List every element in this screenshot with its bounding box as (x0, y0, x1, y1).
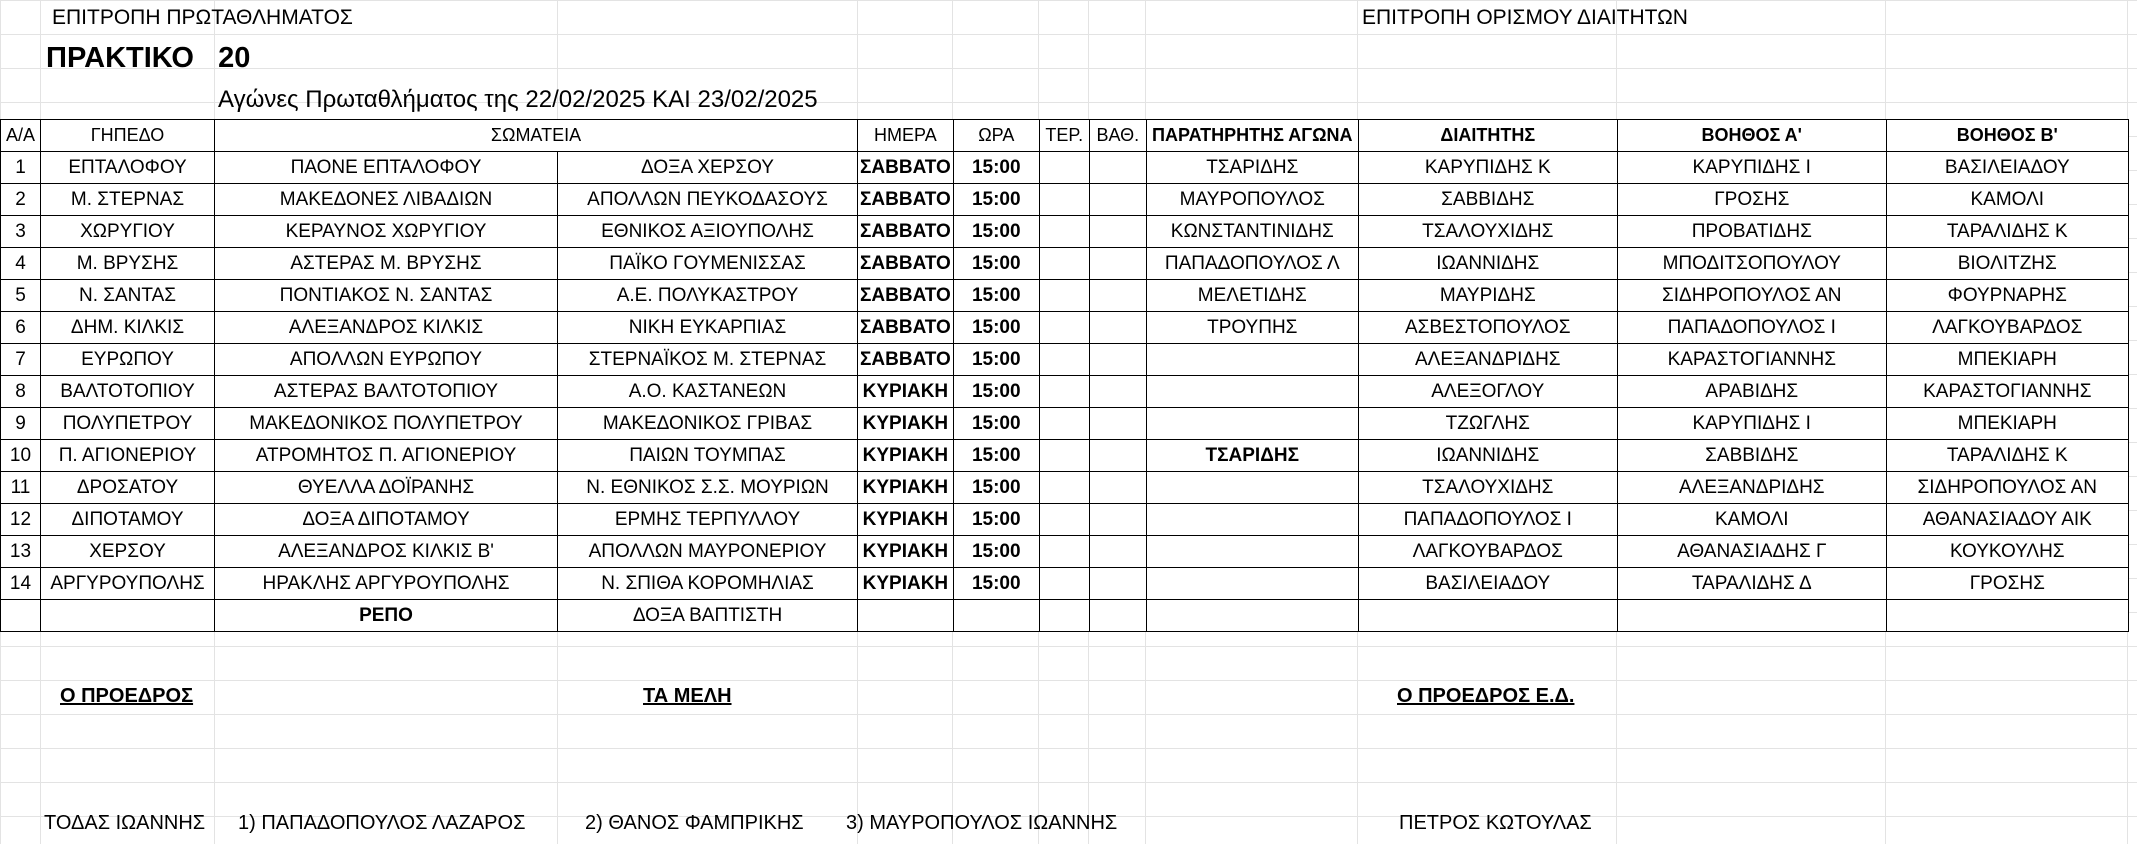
table-row (1, 504, 2129, 536)
ter-cell (1039, 184, 1089, 216)
home-team-cell: ΑΛΕΞΑΝΔΡΟΣ ΚΙΛΚΙΣ Β' (215, 536, 558, 568)
observer-cell: ΤΣΑΡΙΔΗΣ (1146, 152, 1358, 184)
referee-cell: ΤΖΩΓΛΗΣ (1358, 408, 1617, 440)
referee-cell: ΚΑΡΥΠΙΔΗΣ Κ (1358, 152, 1617, 184)
praktiko-label (46, 42, 250, 74)
vath-cell (1089, 280, 1146, 312)
away-team-cell: Ν. ΕΘΝΙΚΟΣ Σ.Σ. ΜΟΥΡΙΩΝ (558, 472, 858, 504)
vath-cell (1089, 568, 1146, 600)
away-team-cell: ΑΠΟΛΛΩΝ ΠΕΥΚΟΔΑΣΟΥΣ (558, 184, 858, 216)
field-cell: Μ. ΣΤΕΡΝΑΣ (41, 184, 215, 216)
field-cell: ΧΩΡΥΓΙΟΥ (41, 216, 215, 248)
fixtures-table (0, 119, 2129, 632)
vath-cell (1089, 472, 1146, 504)
repo-empty-cell (1617, 600, 1886, 632)
vath-cell (1089, 344, 1146, 376)
row-number-cell: 12 (1, 504, 41, 536)
assistant-b-cell: ΚΟΥΚΟΥΛΗΣ (1886, 536, 2128, 568)
matches-subtitle: Αγώνες Πρωταθλήματος της 22/02/2025 ΚΑΙ 23/02/2025 (218, 86, 818, 113)
time-cell: 15:00 (953, 568, 1039, 600)
observer-cell: ΤΡΟΥΠΗΣ (1146, 312, 1358, 344)
member-2-name: 2) ΘΑΝΟΣ ΦΑΜΠΡΙΚΗΣ (585, 812, 804, 834)
observer-cell: ΜΕΛΕΤΙΔΗΣ (1146, 280, 1358, 312)
assistant-a-cell: ΣΑΒΒΙΔΗΣ (1617, 440, 1886, 472)
referee-cell: ΙΩΑΝΝΙΔΗΣ (1358, 248, 1617, 280)
away-team-cell: ΝΙΚΗ ΕΥΚΑΡΠΙΑΣ (558, 312, 858, 344)
away-team-cell: ΠΑΪΚΟ ΓΟΥΜΕΝΙΣΣΑΣ (558, 248, 858, 280)
row-number-cell: 8 (1, 376, 41, 408)
field-cell: Μ. ΒΡΥΣΗΣ (41, 248, 215, 280)
day-cell: ΚΥΡΙΑΚΗ (858, 504, 954, 536)
ter-cell (1039, 376, 1089, 408)
col-header-field: ΓΗΠΕΔΟ (41, 120, 215, 152)
member-3-name: 3) ΜΑΥΡΟΠΟΥΛΟΣ ΙΩΑΝΝΗΣ (846, 812, 1118, 834)
row-number-cell: 2 (1, 184, 41, 216)
vath-cell (1089, 248, 1146, 280)
field-cell: ΧΕΡΣΟΥ (41, 536, 215, 568)
home-team-cell: ΑΣΤΕΡΑΣ ΒΑΛΤΟΤΟΠΙΟΥ (215, 376, 558, 408)
assistant-b-cell: ΒΙΟΛΙΤΖΗΣ (1886, 248, 2128, 280)
vath-cell (1089, 504, 1146, 536)
col-header-ter: ΤΕΡ. (1039, 120, 1089, 152)
time-cell: 15:00 (953, 184, 1039, 216)
referee-cell: ΑΣΒΕΣΤΟΠΟΥΛΟΣ (1358, 312, 1617, 344)
ter-cell (1039, 216, 1089, 248)
time-cell: 15:00 (953, 440, 1039, 472)
ter-cell (1039, 568, 1089, 600)
row-number-cell: 9 (1, 408, 41, 440)
observer-cell: ΚΩΝΣΤΑΝΤΙΝΙΔΗΣ (1146, 216, 1358, 248)
day-cell: ΚΥΡΙΑΚΗ (858, 568, 954, 600)
col-header-observer: ΠΑΡΑΤΗΡΗΤΗΣ ΑΓΩΝΑ (1146, 120, 1358, 152)
col-header-aa: Α/Α (1, 120, 41, 152)
home-team-cell: ΚΕΡΑΥΝΟΣ ΧΩΡΥΓΙΟΥ (215, 216, 558, 248)
col-header-day: ΗΜΕΡΑ (858, 120, 954, 152)
repo-empty-cell (1146, 600, 1358, 632)
assistant-a-cell: ΑΛΕΞΑΝΔΡΙΔΗΣ (1617, 472, 1886, 504)
day-cell: ΣΑΒΒΑΤΟ (858, 280, 954, 312)
time-cell: 15:00 (953, 408, 1039, 440)
away-team-cell: Α.Ε. ΠΟΛΥΚΑΣΤΡΟΥ (558, 280, 858, 312)
assistant-b-cell: ΤΑΡΑΛΙΔΗΣ Κ (1886, 216, 2128, 248)
observer-cell (1146, 376, 1358, 408)
vath-cell (1089, 376, 1146, 408)
field-cell: ΔΙΠΟΤΑΜΟΥ (41, 504, 215, 536)
table-row (1, 280, 2129, 312)
ter-cell (1039, 408, 1089, 440)
field-cell: ΠΟΛΥΠΕΤΡΟΥ (41, 408, 215, 440)
row-number-cell: 10 (1, 440, 41, 472)
away-team-cell: ΔΟΞΑ ΧΕΡΣΟΥ (558, 152, 858, 184)
table-row (1, 344, 2129, 376)
referee-cell: ΜΑΥΡΙΔΗΣ (1358, 280, 1617, 312)
day-cell: ΚΥΡΙΑΚΗ (858, 440, 954, 472)
home-team-cell: ΑΠΟΛΛΩΝ ΕΥΡΩΠΟΥ (215, 344, 558, 376)
observer-cell (1146, 472, 1358, 504)
observer-cell: ΠΑΠΑΔΟΠΟΥΛΟΣ Λ (1146, 248, 1358, 280)
day-cell: ΣΑΒΒΑΤΟ (858, 248, 954, 280)
assistant-a-cell: ΑΡΑΒΙΔΗΣ (1617, 376, 1886, 408)
observer-cell: ΜΑΥΡΟΠΟΥΛΟΣ (1146, 184, 1358, 216)
away-team-cell: Ν. ΣΠΙΘΑ ΚΟΡΟΜΗΛΙΑΣ (558, 568, 858, 600)
vath-cell (1089, 216, 1146, 248)
ter-cell (1039, 536, 1089, 568)
day-cell: ΚΥΡΙΑΚΗ (858, 472, 954, 504)
referee-cell: ΠΑΠΑΔΟΠΟΥΛΟΣ Ι (1358, 504, 1617, 536)
praktiko-number: 20 (218, 42, 251, 74)
col-header-referee: ΔΙΑΙΤΗΤΗΣ (1358, 120, 1617, 152)
table-row (1, 568, 2129, 600)
assistant-b-cell: ΜΠΕΚΙΑΡΗ (1886, 408, 2128, 440)
day-cell: ΣΑΒΒΑΤΟ (858, 184, 954, 216)
away-team-cell: Α.Ο. ΚΑΣΤΑΝΕΩΝ (558, 376, 858, 408)
home-team-cell: ΜΑΚΕΔΟΝΙΚΟΣ ΠΟΛΥΠΕΤΡΟΥ (215, 408, 558, 440)
ter-cell (1039, 280, 1089, 312)
table-row (1, 408, 2129, 440)
president-label: Ο ΠΡΟΕΔΡΟΣ (60, 685, 194, 707)
row-number-cell: 11 (1, 472, 41, 504)
repo-empty-cell (1089, 600, 1146, 632)
observer-cell (1146, 408, 1358, 440)
time-cell: 15:00 (953, 472, 1039, 504)
time-cell: 15:00 (953, 376, 1039, 408)
row-number-cell: 7 (1, 344, 41, 376)
home-team-cell: ΠΟΝΤΙΑΚΟΣ Ν. ΣΑΝΤΑΣ (215, 280, 558, 312)
referee-cell: ΙΩΑΝΝΙΔΗΣ (1358, 440, 1617, 472)
table-row (1, 152, 2129, 184)
row-number-cell: 4 (1, 248, 41, 280)
vath-cell (1089, 184, 1146, 216)
away-team-cell: ΑΠΟΛΛΩΝ ΜΑΥΡΟΝΕΡΙΟΥ (558, 536, 858, 568)
time-cell: 15:00 (953, 216, 1039, 248)
field-cell: ΒΑΛΤΟΤΟΠΙΟΥ (41, 376, 215, 408)
away-team-cell: ΜΑΚΕΔΟΝΙΚΟΣ ΓΡΙΒΑΣ (558, 408, 858, 440)
row-number-cell: 3 (1, 216, 41, 248)
assistant-a-cell: ΚΑΡΑΣΤΟΓΙΑΝΝΗΣ (1617, 344, 1886, 376)
row-number-cell: 5 (1, 280, 41, 312)
assistant-b-cell: ΛΑΓΚΟΥΒΑΡΔΟΣ (1886, 312, 2128, 344)
time-cell: 15:00 (953, 152, 1039, 184)
assistant-a-cell: ΣΙΔΗΡΟΠΟΥΛΟΣ ΑΝ (1617, 280, 1886, 312)
observer-cell (1146, 504, 1358, 536)
ter-cell (1039, 344, 1089, 376)
assistant-b-cell: ΓΡΟΣΗΣ (1886, 568, 2128, 600)
field-cell: ΔΗΜ. ΚΙΛΚΙΣ (41, 312, 215, 344)
field-cell: ΕΠΤΑΛΟΦΟΥ (41, 152, 215, 184)
referee-cell: ΑΛΕΞΟΓΛΟΥ (1358, 376, 1617, 408)
home-team-cell: ΑΛΕΞΑΝΔΡΟΣ ΚΙΛΚΙΣ (215, 312, 558, 344)
observer-cell (1146, 344, 1358, 376)
repo-empty-cell (1, 600, 41, 632)
assistant-a-cell: ΜΠΟΔΙΤΣΟΠΟΥΛΟΥ (1617, 248, 1886, 280)
day-cell: ΣΑΒΒΑΤΟ (858, 216, 954, 248)
ter-cell (1039, 312, 1089, 344)
day-cell: ΚΥΡΙΑΚΗ (858, 376, 954, 408)
table-row (1, 216, 2129, 248)
right-committee-title: ΕΠΙΤΡΟΠΗ ΟΡΙΣΜΟΥ ΔΙΑΙΤΗΤΩΝ (1362, 6, 1688, 29)
referee-cell: ΛΑΓΚΟΥΒΑΡΔΟΣ (1358, 536, 1617, 568)
day-cell: ΣΑΒΒΑΤΟ (858, 344, 954, 376)
field-cell: ΑΡΓΥΡΟΥΠΟΛΗΣ (41, 568, 215, 600)
assistant-a-cell: ΓΡΟΣΗΣ (1617, 184, 1886, 216)
table-header-row (1, 120, 2129, 152)
row-number-cell: 6 (1, 312, 41, 344)
day-cell: ΚΥΡΙΑΚΗ (858, 408, 954, 440)
president-ed-label: Ο ΠΡΟΕΔΡΟΣ Ε.Δ. (1397, 685, 1575, 707)
member-1-name: 1) ΠΑΠΑΔΟΠΟΥΛΟΣ ΛΑΖΑΡΟΣ (238, 812, 526, 834)
table-row (1, 376, 2129, 408)
home-team-cell: ΔΟΞΑ ΔΙΠΟΤΑΜΟΥ (215, 504, 558, 536)
home-team-cell: ΘΥΕΛΛΑ ΔΟΪΡΑΝΗΣ (215, 472, 558, 504)
row-number-cell: 13 (1, 536, 41, 568)
assistant-a-cell: ΚΑΡΥΠΙΔΗΣ Ι (1617, 152, 1886, 184)
day-cell: ΣΑΒΒΑΤΟ (858, 312, 954, 344)
table-row (1, 440, 2129, 472)
assistant-b-cell: ΑΘΑΝΑΣΙΑΔΟΥ ΑΙΚ (1886, 504, 2128, 536)
home-team-cell: ΜΑΚΕΔΟΝΕΣ ΛΙΒΑΔΙΩΝ (215, 184, 558, 216)
home-team-cell: ΗΡΑΚΛΗΣ ΑΡΓΥΡΟΥΠΟΛΗΣ (215, 568, 558, 600)
row-number-cell: 1 (1, 152, 41, 184)
vath-cell (1089, 536, 1146, 568)
away-team-cell: ΕΘΝΙΚΟΣ ΑΞΙΟΥΠΟΛΗΣ (558, 216, 858, 248)
repo-label-cell: ΡΕΠΟ (215, 600, 558, 632)
vath-cell (1089, 312, 1146, 344)
observer-cell: ΤΣΑΡΙΔΗΣ (1146, 440, 1358, 472)
col-header-teams: ΣΩΜΑΤΕΙΑ (215, 120, 858, 152)
home-team-cell: ΑΣΤΕΡΑΣ Μ. ΒΡΥΣΗΣ (215, 248, 558, 280)
field-cell: ΔΡΟΣΑΤΟΥ (41, 472, 215, 504)
col-header-time: ΩΡΑ (953, 120, 1039, 152)
president-name: ΤΟΔΑΣ ΙΩΑΝΝΗΣ (44, 812, 206, 834)
away-team-cell: ΕΡΜΗΣ ΤΕΡΠΥΛΛΟΥ (558, 504, 858, 536)
assistant-a-cell: ΚΑΜΟΛΙ (1617, 504, 1886, 536)
assistant-b-cell: ΚΑΜΟΛΙ (1886, 184, 2128, 216)
praktiko-word: ΠΡΑΚΤΙΚΟ (46, 42, 194, 74)
ter-cell (1039, 504, 1089, 536)
col-header-assistant-b: ΒΟΗΘΟΣ Β' (1886, 120, 2128, 152)
referee-cell: ΑΛΕΞΑΝΔΡΙΔΗΣ (1358, 344, 1617, 376)
away-team-cell: ΠΑΙΩΝ ΤΟΥΜΠΑΣ (558, 440, 858, 472)
time-cell: 15:00 (953, 312, 1039, 344)
vath-cell (1089, 152, 1146, 184)
members-label: ΤΑ ΜΕΛΗ (643, 685, 732, 707)
referee-cell: ΤΣΑΛΟΥΧΙΔΗΣ (1358, 472, 1617, 504)
assistant-a-cell: ΠΡΟΒΑΤΙΔΗΣ (1617, 216, 1886, 248)
assistant-b-cell: ΒΑΣΙΛΕΙΑΔΟΥ (1886, 152, 2128, 184)
home-team-cell: ΑΤΡΟΜΗΤΟΣ Π. ΑΓΙΟΝΕΡΙΟΥ (215, 440, 558, 472)
time-cell: 15:00 (953, 344, 1039, 376)
ter-cell (1039, 440, 1089, 472)
col-header-assistant-a: ΒΟΗΘΟΣ Α' (1617, 120, 1886, 152)
repo-team-cell: ΔΟΞΑ ΒΑΠΤΙΣΤΗ (558, 600, 858, 632)
col-header-vath: ΒΑΘ. (1089, 120, 1146, 152)
repo-empty-cell (953, 600, 1039, 632)
time-cell: 15:00 (953, 536, 1039, 568)
table-row (1, 184, 2129, 216)
away-team-cell: ΣΤΕΡΝΑΪΚΟΣ Μ. ΣΤΕΡΝΑΣ (558, 344, 858, 376)
assistant-a-cell: ΠΑΠΑΔΟΠΟΥΛΟΣ Ι (1617, 312, 1886, 344)
table-row (1, 472, 2129, 504)
ter-cell (1039, 472, 1089, 504)
repo-empty-cell (1358, 600, 1617, 632)
ter-cell (1039, 152, 1089, 184)
field-cell: Ν. ΣΑΝΤΑΣ (41, 280, 215, 312)
time-cell: 15:00 (953, 280, 1039, 312)
assistant-b-cell: ΤΑΡΑΛΙΔΗΣ Κ (1886, 440, 2128, 472)
assistant-b-cell: ΜΠΕΚΙΑΡΗ (1886, 344, 2128, 376)
assistant-a-cell: ΤΑΡΑΛΙΔΗΣ Δ (1617, 568, 1886, 600)
day-cell: ΣΑΒΒΑΤΟ (858, 152, 954, 184)
president-ed-name: ΠΕΤΡΟΣ ΚΩΤΟΥΛΑΣ (1399, 812, 1592, 834)
repo-row (1, 600, 2129, 632)
day-cell: ΚΥΡΙΑΚΗ (858, 536, 954, 568)
referee-cell: ΣΑΒΒΙΔΗΣ (1358, 184, 1617, 216)
table-row (1, 248, 2129, 280)
vath-cell (1089, 408, 1146, 440)
referee-cell: ΒΑΣΙΛΕΙΑΔΟΥ (1358, 568, 1617, 600)
observer-cell (1146, 568, 1358, 600)
vath-cell (1089, 440, 1146, 472)
home-team-cell: ΠΑΟΝΕ ΕΠΤΑΛΟΦΟΥ (215, 152, 558, 184)
left-committee-title: ΕΠΙΤΡΟΠΗ ΠΡΩΤΑΘΛΗΜΑΤΟΣ (52, 6, 353, 29)
table-row (1, 536, 2129, 568)
time-cell: 15:00 (953, 504, 1039, 536)
repo-empty-cell (858, 600, 954, 632)
assistant-b-cell: ΣΙΔΗΡΟΠΟΥΛΟΣ ΑΝ (1886, 472, 2128, 504)
row-number-cell: 14 (1, 568, 41, 600)
observer-cell (1146, 536, 1358, 568)
time-cell: 15:00 (953, 248, 1039, 280)
ter-cell (1039, 248, 1089, 280)
assistant-a-cell: ΑΘΑΝΑΣΙΑΔΗΣ Γ (1617, 536, 1886, 568)
field-cell: Π. ΑΓΙΟΝΕΡΙΟΥ (41, 440, 215, 472)
referee-cell: ΤΣΑΛΟΥΧΙΔΗΣ (1358, 216, 1617, 248)
repo-empty-cell (41, 600, 215, 632)
assistant-b-cell: ΚΑΡΑΣΤΟΓΙΑΝΝΗΣ (1886, 376, 2128, 408)
repo-empty-cell (1039, 600, 1089, 632)
assistant-b-cell: ΦΟΥΡΝΑΡΗΣ (1886, 280, 2128, 312)
assistant-a-cell: ΚΑΡΥΠΙΔΗΣ Ι (1617, 408, 1886, 440)
repo-empty-cell (1886, 600, 2128, 632)
field-cell: ΕΥΡΩΠΟΥ (41, 344, 215, 376)
table-row (1, 312, 2129, 344)
